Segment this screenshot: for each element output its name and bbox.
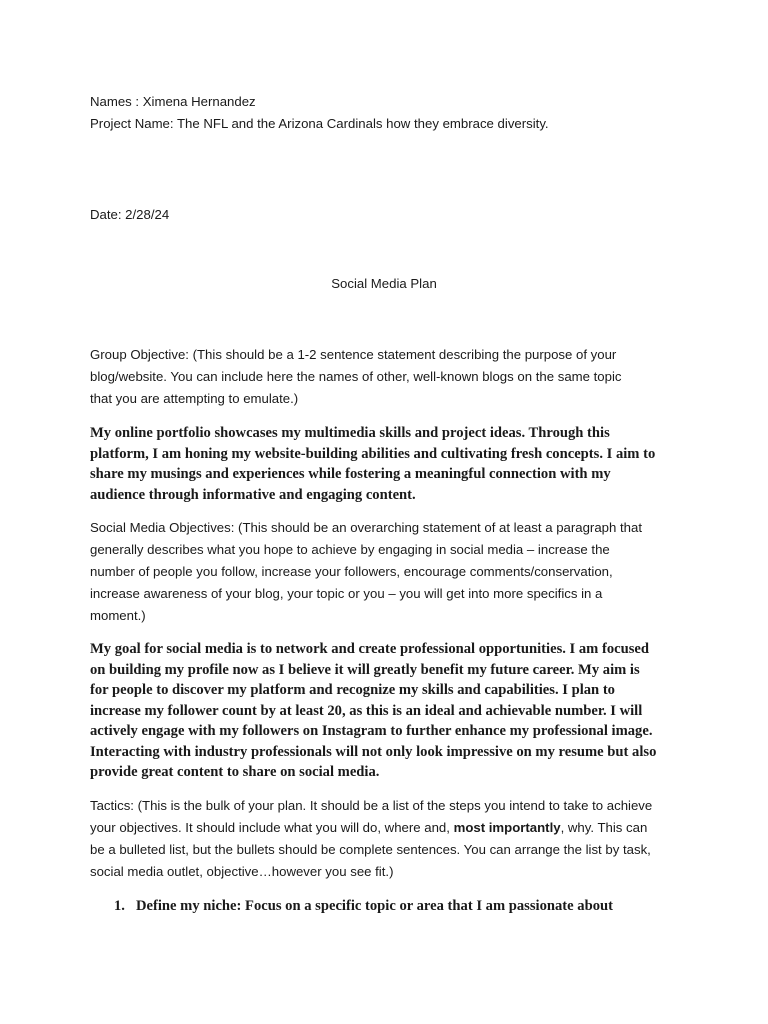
group-objective-prompt: [90, 344, 690, 410]
answer-line: audience through informative and engaging content.: [90, 486, 416, 503]
prompt-line: Group Objective: (This should be a 1-2 sentence statement describing the purpose of your: [90, 347, 617, 362]
prompt-line: [90, 817, 690, 839]
project-name-line: Project Name: The NFL and the Arizona Cardinals how they embrace diversity.: [90, 116, 549, 131]
names-line: Names : Ximena Hernandez: [90, 94, 256, 109]
prompt-line: moment.): [90, 608, 146, 623]
social-media-objectives-answer: [90, 639, 690, 783]
answer-line: share my musings and experiences while fostering a meaningful connection with my: [90, 466, 611, 482]
answer-line: My online portfolio showcases my multimedia skills and project ideas. Through this: [90, 425, 610, 441]
header-block: [90, 91, 690, 135]
group-objective-answer: [90, 423, 690, 505]
prompt-line: Social Media Objectives: (This should be an overarching statement of at least a paragraph that: [90, 520, 642, 535]
list-text: Define my niche: Focus on a specific topic or area that I am passionate about: [136, 898, 613, 914]
prompt-line: generally describes what you hope to achieve by engaging in social media – increase the: [90, 542, 610, 557]
prompt-line: social media outlet, objective…however you see fit.): [90, 864, 394, 879]
list-item: [114, 896, 613, 917]
prompt-text: , why. This can: [560, 820, 648, 835]
prompt-line: increase awareness of your blog, your topic or you – you will get into more specifics in a: [90, 586, 603, 601]
prompt-text: your objectives. It should include what you will do, where and,: [90, 820, 454, 835]
prompt-line: blog/website. You can include here the names of other, well-known blogs on the same topic: [90, 369, 622, 384]
prompt-line: Tactics: (This is the bulk of your plan. It should be a list of the steps you intend to take to achieve: [90, 798, 653, 813]
tactics-prompt: [90, 795, 690, 883]
prompt-line: that you are attempting to emulate.): [90, 391, 299, 406]
emphasis-text: most importantly: [453, 820, 561, 835]
answer-line: for people to discover my platform and recognize my skills and capabilities. I plan to: [90, 682, 615, 698]
answer-line: platform, I am honing my website-building abilities and cultivating fresh concepts. I aim to: [90, 445, 656, 462]
answer-line: Interacting with industry professionals will not only look impressive on my resume but also: [90, 743, 657, 760]
answer-line: on building my profile now as I believe it will greatly benefit my future career. My aim is: [90, 661, 640, 678]
list-number: 1.: [114, 898, 125, 914]
date-line: Date: 2/28/24: [90, 207, 170, 222]
answer-line: provide great content to share on social media.: [90, 764, 380, 780]
social-media-objectives-prompt: [90, 517, 690, 627]
answer-line: My goal for social media is to network and create professional opportunities. I am focused: [90, 641, 650, 657]
page-title: Social Media Plan: [331, 276, 437, 291]
date-block: [90, 204, 690, 226]
answer-line: increase my follower count by at least 20, as this is an ideal and achievable number. I will: [90, 702, 643, 719]
answer-line: actively engage with my followers on Instagram to further enhance my professional image.: [90, 723, 653, 739]
prompt-line: number of people you follow, increase your followers, encourage comments/conservation,: [90, 564, 613, 579]
prompt-line: be a bulleted list, but the bullets should be complete sentences. You can arrange the list by task,: [90, 842, 651, 857]
